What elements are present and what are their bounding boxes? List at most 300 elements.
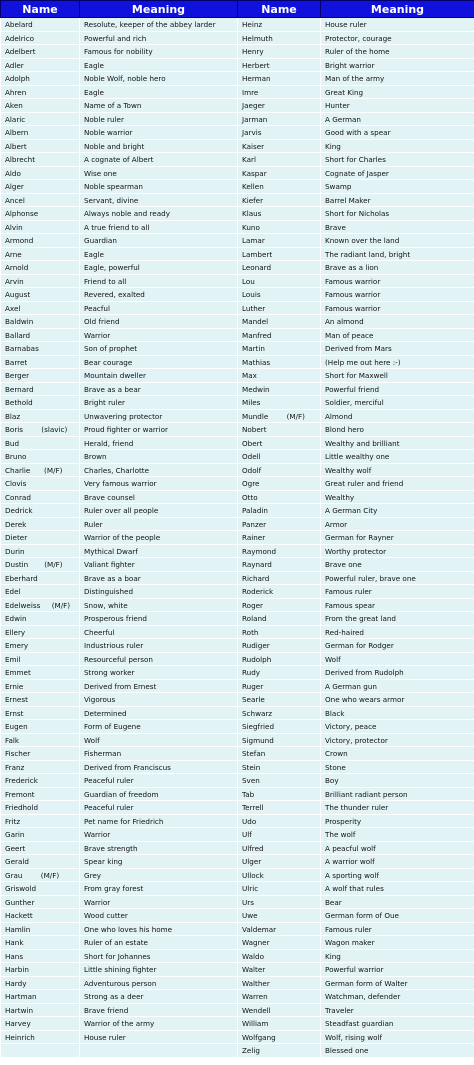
name-cell: Jarman bbox=[238, 113, 321, 126]
meaning-cell: Brave as a bear bbox=[80, 383, 238, 396]
name-cell: Kiefer bbox=[238, 194, 321, 207]
meaning-cell: Eagle bbox=[80, 86, 238, 99]
name-cell: Harvey bbox=[1, 1017, 80, 1031]
name-cell: Ruger bbox=[238, 680, 321, 693]
meaning-cell: Servant, divine bbox=[80, 194, 238, 207]
meaning-cell: Steadfast guardian bbox=[321, 1017, 474, 1031]
table-row bbox=[1, 423, 474, 437]
table-row bbox=[1, 531, 474, 545]
name-cell: Barret bbox=[1, 356, 80, 369]
table-row bbox=[1, 1031, 474, 1044]
meaning-cell: Victory, protector bbox=[321, 734, 474, 747]
name-cell: Frederick bbox=[1, 774, 80, 788]
name-cell: Jarvis bbox=[238, 126, 321, 140]
meaning-cell: Powerful and rich bbox=[80, 32, 238, 45]
table-row bbox=[1, 734, 474, 747]
meaning-cell: Short for Maxwell bbox=[321, 369, 474, 383]
name-cell: Fremont bbox=[1, 788, 80, 801]
meaning-cell: Black bbox=[321, 707, 474, 720]
meaning-cell: Armor bbox=[321, 518, 474, 531]
name-cell: Ballard bbox=[1, 329, 80, 342]
name-cell: Heinz bbox=[238, 18, 321, 32]
meaning-cell: Prosperity bbox=[321, 815, 474, 828]
meaning-cell: From gray forest bbox=[80, 882, 238, 896]
name-cell: Ulric bbox=[238, 882, 321, 896]
table-row bbox=[1, 518, 474, 531]
meaning-cell: Little wealthy one bbox=[321, 450, 474, 464]
name-cell: Hartman bbox=[1, 990, 80, 1004]
meaning-cell: Man of peace bbox=[321, 329, 474, 342]
table-row bbox=[1, 261, 474, 275]
meaning-cell: A peacful wolf bbox=[321, 842, 474, 855]
table-row bbox=[1, 504, 474, 518]
name-cell: Arnold bbox=[1, 261, 80, 275]
name-cell: Aldo bbox=[1, 167, 80, 180]
meaning-cell: A true friend to all bbox=[80, 221, 238, 234]
table-row bbox=[1, 410, 474, 423]
meaning-cell: Charles, Charlotte bbox=[80, 464, 238, 477]
meaning-cell: Brilliant radiant person bbox=[321, 788, 474, 801]
name-cell: Karl bbox=[238, 153, 321, 167]
meaning-cell: Wealthy bbox=[321, 491, 474, 504]
meaning-cell: Barrel Maker bbox=[321, 194, 474, 207]
name-cell: Odolf bbox=[238, 464, 321, 477]
meaning-cell: Unwavering protector bbox=[80, 410, 238, 423]
table-row bbox=[1, 950, 474, 963]
name-cell: Nobert bbox=[238, 423, 321, 437]
table-row bbox=[1, 666, 474, 680]
name-cell: Arvin bbox=[1, 275, 80, 288]
meaning-cell: Peaceful ruler bbox=[80, 801, 238, 815]
name-cell: Medwin bbox=[238, 383, 321, 396]
name-cell: Emil bbox=[1, 653, 80, 666]
name-cell: Terrell bbox=[238, 801, 321, 815]
name-cell: Martin bbox=[238, 342, 321, 356]
name-cell: Searle bbox=[238, 693, 321, 707]
table-row bbox=[1, 680, 474, 693]
name-cell: Wendell bbox=[238, 1004, 321, 1017]
name-cell: Siegfried bbox=[238, 720, 321, 734]
table-row bbox=[1, 855, 474, 869]
table-body bbox=[1, 18, 474, 1058]
name-cell: Franz bbox=[1, 761, 80, 774]
name-cell: Walther bbox=[238, 977, 321, 990]
name-cell: Alger bbox=[1, 180, 80, 194]
name-cell: Kaiser bbox=[238, 140, 321, 153]
table-row bbox=[1, 774, 474, 788]
name-cell: Henry bbox=[238, 45, 321, 59]
name-cell: Urs bbox=[238, 896, 321, 909]
meaning-cell: Brave counsel bbox=[80, 491, 238, 504]
name-cell: Derek bbox=[1, 518, 80, 531]
table-row bbox=[1, 963, 474, 977]
meaning-cell: Cheerful bbox=[80, 626, 238, 639]
name-cell: Eugen bbox=[1, 720, 80, 734]
name-cell: Griswold bbox=[1, 882, 80, 896]
name-cell: Stein bbox=[238, 761, 321, 774]
meaning-cell: Bear courage bbox=[80, 356, 238, 369]
name-cell: Fischer bbox=[1, 747, 80, 761]
name-cell: Walter bbox=[238, 963, 321, 977]
meaning-cell: Hunter bbox=[321, 99, 474, 113]
meaning-cell: Name of a Town bbox=[80, 99, 238, 113]
table-row bbox=[1, 356, 474, 369]
header-name-1: Name bbox=[1, 1, 80, 18]
meaning-cell: Friend to all bbox=[80, 275, 238, 288]
meaning-cell bbox=[80, 1044, 238, 1058]
meaning-cell: Guardian of freedom bbox=[80, 788, 238, 801]
name-cell: Falk bbox=[1, 734, 80, 747]
meaning-cell: Man of the army bbox=[321, 72, 474, 86]
name-cell: Wolfgang bbox=[238, 1031, 321, 1044]
meaning-cell: Wood cutter bbox=[80, 909, 238, 923]
table-row bbox=[1, 113, 474, 126]
meaning-cell: Grey bbox=[80, 869, 238, 882]
name-cell: Durin bbox=[1, 545, 80, 558]
name-cell: Bethold bbox=[1, 396, 80, 410]
name-cell: Armond bbox=[1, 234, 80, 248]
name-cell: Rainer bbox=[238, 531, 321, 545]
meaning-cell: Revered, exalted bbox=[80, 288, 238, 302]
meaning-cell: Noble warrior bbox=[80, 126, 238, 140]
meaning-cell: Blond hero bbox=[321, 423, 474, 437]
name-cell: Aken bbox=[1, 99, 80, 113]
meaning-cell: Brave as a lion bbox=[321, 261, 474, 275]
meaning-cell: Bright warrior bbox=[321, 59, 474, 72]
meaning-cell: Resourceful person bbox=[80, 653, 238, 666]
meaning-cell: Spear king bbox=[80, 855, 238, 869]
meaning-cell: Swamp bbox=[321, 180, 474, 194]
name-cell: Kuno bbox=[238, 221, 321, 234]
name-cell: Hartwin bbox=[1, 1004, 80, 1017]
name-cell: Warren bbox=[238, 990, 321, 1004]
name-cell: Adelrico bbox=[1, 32, 80, 45]
name-cell: Lamar bbox=[238, 234, 321, 248]
name-cell bbox=[1, 1044, 80, 1058]
table-row bbox=[1, 612, 474, 626]
name-cell: Adelbert bbox=[1, 45, 80, 59]
name-cell: Klaus bbox=[238, 207, 321, 221]
table-row bbox=[1, 990, 474, 1004]
meaning-cell: Short for Nicholas bbox=[321, 207, 474, 221]
meaning-cell: Derived from Rudolph bbox=[321, 666, 474, 680]
name-cell: Ernst bbox=[1, 707, 80, 720]
meaning-cell: Guardian bbox=[80, 234, 238, 248]
table-row bbox=[1, 747, 474, 761]
name-cell: Dedrick bbox=[1, 504, 80, 518]
meaning-cell: Ruler bbox=[80, 518, 238, 531]
meaning-cell: Blessed one bbox=[321, 1044, 474, 1058]
meaning-cell: Great ruler and friend bbox=[321, 477, 474, 491]
table-row bbox=[1, 18, 474, 32]
name-cell: Grau (M/F) bbox=[1, 869, 80, 882]
table-row bbox=[1, 558, 474, 572]
name-cell: Adler bbox=[1, 59, 80, 72]
table-row bbox=[1, 788, 474, 801]
table-row bbox=[1, 909, 474, 923]
table-row bbox=[1, 801, 474, 815]
table-row bbox=[1, 491, 474, 504]
meaning-cell: A sporting wolf bbox=[321, 869, 474, 882]
name-cell: Emery bbox=[1, 639, 80, 653]
name-cell: Mathias bbox=[238, 356, 321, 369]
meaning-cell: Soldier, merciful bbox=[321, 396, 474, 410]
table-row bbox=[1, 653, 474, 666]
meaning-cell: Famous warrior bbox=[321, 302, 474, 315]
name-cell: Clovis bbox=[1, 477, 80, 491]
meaning-cell: Brave one bbox=[321, 558, 474, 572]
meaning-cell: Warrior bbox=[80, 828, 238, 842]
meaning-cell: Wolf bbox=[321, 653, 474, 666]
name-cell: Raynard bbox=[238, 558, 321, 572]
meaning-cell: House ruler bbox=[80, 1031, 238, 1044]
name-cell: Roland bbox=[238, 612, 321, 626]
table-row bbox=[1, 302, 474, 315]
meaning-cell: Crown bbox=[321, 747, 474, 761]
name-cell: Schwarz bbox=[238, 707, 321, 720]
meaning-cell: Vigorous bbox=[80, 693, 238, 707]
meaning-cell: Form of Eugene bbox=[80, 720, 238, 734]
meaning-cell: A warrior wolf bbox=[321, 855, 474, 869]
table-row bbox=[1, 207, 474, 221]
table-row bbox=[1, 626, 474, 639]
meaning-cell: Famous for nobility bbox=[80, 45, 238, 59]
name-cell: Roderick bbox=[238, 585, 321, 599]
table-row bbox=[1, 86, 474, 99]
name-cell: Rudolph bbox=[238, 653, 321, 666]
name-cell: Herman bbox=[238, 72, 321, 86]
meaning-cell: Prosperous friend bbox=[80, 612, 238, 626]
meaning-cell: Stone bbox=[321, 761, 474, 774]
meaning-cell: A German gun bbox=[321, 680, 474, 693]
name-cell: Barnabas bbox=[1, 342, 80, 356]
name-cell: Eberhard bbox=[1, 572, 80, 585]
meaning-cell: Herald, friend bbox=[80, 437, 238, 450]
table-row bbox=[1, 1017, 474, 1031]
name-cell: Tab bbox=[238, 788, 321, 801]
name-cell: Sigmund bbox=[238, 734, 321, 747]
meaning-cell: German for Rodger bbox=[321, 639, 474, 653]
meaning-cell: Industrious ruler bbox=[80, 639, 238, 653]
name-cell: Max bbox=[238, 369, 321, 383]
meaning-cell: Wagon maker bbox=[321, 936, 474, 950]
header-name-2: Name bbox=[238, 1, 321, 18]
meaning-cell: Derived from Ernest bbox=[80, 680, 238, 693]
table-row bbox=[1, 720, 474, 734]
meaning-cell: Distinguished bbox=[80, 585, 238, 599]
meaning-cell: Warrior of the people bbox=[80, 531, 238, 545]
table-row bbox=[1, 599, 474, 612]
table-row bbox=[1, 936, 474, 950]
name-cell: Obert bbox=[238, 437, 321, 450]
name-cell: Valdemar bbox=[238, 923, 321, 936]
meaning-cell: Famous ruler bbox=[321, 923, 474, 936]
name-cell: Roth bbox=[238, 626, 321, 639]
meaning-cell: Wolf, rising wolf bbox=[321, 1031, 474, 1044]
meaning-cell: Famous warrior bbox=[321, 275, 474, 288]
meaning-cell: Famous ruler bbox=[321, 585, 474, 599]
meaning-cell: Peacful bbox=[80, 302, 238, 315]
name-cell: Ullock bbox=[238, 869, 321, 882]
meaning-cell: Cognate of Jasper bbox=[321, 167, 474, 180]
meaning-cell: Brave friend bbox=[80, 1004, 238, 1017]
meaning-cell: Boy bbox=[321, 774, 474, 788]
header-row bbox=[1, 1, 474, 18]
meaning-cell: A wolf that rules bbox=[321, 882, 474, 896]
name-cell: Ancel bbox=[1, 194, 80, 207]
meaning-cell: A German bbox=[321, 113, 474, 126]
name-cell: William bbox=[238, 1017, 321, 1031]
name-cell: Louis bbox=[238, 288, 321, 302]
name-cell: Rudy bbox=[238, 666, 321, 680]
meaning-cell: Bright ruler bbox=[80, 396, 238, 410]
meaning-cell: Noble and bright bbox=[80, 140, 238, 153]
meaning-cell: Ruler over all people bbox=[80, 504, 238, 518]
name-cell: Edel bbox=[1, 585, 80, 599]
meaning-cell: A German City bbox=[321, 504, 474, 518]
name-cell: Albrecht bbox=[1, 153, 80, 167]
name-cell: Imre bbox=[238, 86, 321, 99]
name-cell: Fritz bbox=[1, 815, 80, 828]
table-row bbox=[1, 72, 474, 86]
name-cell: Stefan bbox=[238, 747, 321, 761]
name-cell: Garin bbox=[1, 828, 80, 842]
meaning-cell: Almond bbox=[321, 410, 474, 423]
meaning-cell: One who wears armor bbox=[321, 693, 474, 707]
name-cell: Edwin bbox=[1, 612, 80, 626]
name-cell: Hans bbox=[1, 950, 80, 963]
meaning-cell: House ruler bbox=[321, 18, 474, 32]
name-cell: Odell bbox=[238, 450, 321, 464]
table-row bbox=[1, 882, 474, 896]
meaning-cell: Mythical Dwarf bbox=[80, 545, 238, 558]
meaning-cell: Good with a spear bbox=[321, 126, 474, 140]
table-row bbox=[1, 221, 474, 234]
table-row bbox=[1, 383, 474, 396]
name-cell: Ulger bbox=[238, 855, 321, 869]
name-cell: Bud bbox=[1, 437, 80, 450]
meaning-cell: Red-haired bbox=[321, 626, 474, 639]
meaning-cell: Ruler of an estate bbox=[80, 936, 238, 950]
table-row bbox=[1, 342, 474, 356]
meaning-cell: Wise one bbox=[80, 167, 238, 180]
meaning-cell: King bbox=[321, 950, 474, 963]
meaning-cell: Powerful warrior bbox=[321, 963, 474, 977]
name-cell: Sven bbox=[238, 774, 321, 788]
name-cell: Leonard bbox=[238, 261, 321, 275]
table-row bbox=[1, 140, 474, 153]
name-cell: Zelig bbox=[238, 1044, 321, 1058]
meaning-cell: An almond bbox=[321, 315, 474, 329]
name-cell: Alphonse bbox=[1, 207, 80, 221]
name-cell: Bruno bbox=[1, 450, 80, 464]
meaning-cell: Strong as a deer bbox=[80, 990, 238, 1004]
table-row bbox=[1, 977, 474, 990]
table-row bbox=[1, 45, 474, 59]
meaning-cell: Fisherman bbox=[80, 747, 238, 761]
meaning-cell: Very famous warrior bbox=[80, 477, 238, 491]
name-cell: Albert bbox=[1, 140, 80, 153]
name-cell: Axel bbox=[1, 302, 80, 315]
table-row bbox=[1, 180, 474, 194]
name-cell: Charlie (M/F) bbox=[1, 464, 80, 477]
name-cell: Lou bbox=[238, 275, 321, 288]
meaning-cell: Strong worker bbox=[80, 666, 238, 680]
meaning-cell: Bear bbox=[321, 896, 474, 909]
table-row bbox=[1, 1044, 474, 1058]
name-cell: Paladin bbox=[238, 504, 321, 518]
meaning-cell: Derived from Mars bbox=[321, 342, 474, 356]
header-meaning-2: Meaning bbox=[321, 1, 474, 18]
meaning-cell: German for Rayner bbox=[321, 531, 474, 545]
name-cell: Waldo bbox=[238, 950, 321, 963]
name-cell: Manfred bbox=[238, 329, 321, 342]
table-row bbox=[1, 842, 474, 855]
table-row bbox=[1, 288, 474, 302]
meaning-cell: King bbox=[321, 140, 474, 153]
table-row bbox=[1, 99, 474, 113]
meaning-cell: Famous spear bbox=[321, 599, 474, 612]
name-cell: Jaeger bbox=[238, 99, 321, 113]
meaning-cell: Powerful friend bbox=[321, 383, 474, 396]
table-row bbox=[1, 693, 474, 707]
header-meaning-1: Meaning bbox=[80, 1, 238, 18]
table-row bbox=[1, 167, 474, 180]
table-row bbox=[1, 153, 474, 167]
name-cell: Raymond bbox=[238, 545, 321, 558]
meaning-cell: Powerful ruler, brave one bbox=[321, 572, 474, 585]
name-cell: Hamlin bbox=[1, 923, 80, 936]
meaning-cell: Mountain dweller bbox=[80, 369, 238, 383]
name-cell: Wagner bbox=[238, 936, 321, 950]
meaning-cell: Wealthy and brilliant bbox=[321, 437, 474, 450]
name-cell: Richard bbox=[238, 572, 321, 585]
name-cell: Otto bbox=[238, 491, 321, 504]
name-cell: Rudiger bbox=[238, 639, 321, 653]
name-cell: Arne bbox=[1, 248, 80, 261]
meaning-cell: One who loves his home bbox=[80, 923, 238, 936]
name-cell: Hardy bbox=[1, 977, 80, 990]
table-row bbox=[1, 32, 474, 45]
table-row bbox=[1, 396, 474, 410]
meaning-cell: Proud fighter or warrior bbox=[80, 423, 238, 437]
meaning-cell: Eagle bbox=[80, 248, 238, 261]
meaning-cell: Determined bbox=[80, 707, 238, 720]
meaning-cell: Ruler of the home bbox=[321, 45, 474, 59]
table-row bbox=[1, 572, 474, 585]
name-cell: Herbert bbox=[238, 59, 321, 72]
meaning-cell: Pet name for Friedrich bbox=[80, 815, 238, 828]
name-cell: Roger bbox=[238, 599, 321, 612]
name-cell: Miles bbox=[238, 396, 321, 410]
name-cell: Gunther bbox=[1, 896, 80, 909]
name-cell: Emmet bbox=[1, 666, 80, 680]
table-row bbox=[1, 369, 474, 383]
name-cell: Dieter bbox=[1, 531, 80, 545]
name-cell: Ernie bbox=[1, 680, 80, 693]
table-row bbox=[1, 437, 474, 450]
name-cell: Udo bbox=[238, 815, 321, 828]
name-cell: Boris (slavic) bbox=[1, 423, 80, 437]
name-cell: Lambert bbox=[238, 248, 321, 261]
name-cell: Edelweiss (M/F) bbox=[1, 599, 80, 612]
name-cell: Albern bbox=[1, 126, 80, 140]
table-row bbox=[1, 126, 474, 140]
meaning-cell: Brave bbox=[321, 221, 474, 234]
meaning-cell: Valiant fighter bbox=[80, 558, 238, 572]
meaning-cell: Wealthy wolf bbox=[321, 464, 474, 477]
name-cell: Ellery bbox=[1, 626, 80, 639]
